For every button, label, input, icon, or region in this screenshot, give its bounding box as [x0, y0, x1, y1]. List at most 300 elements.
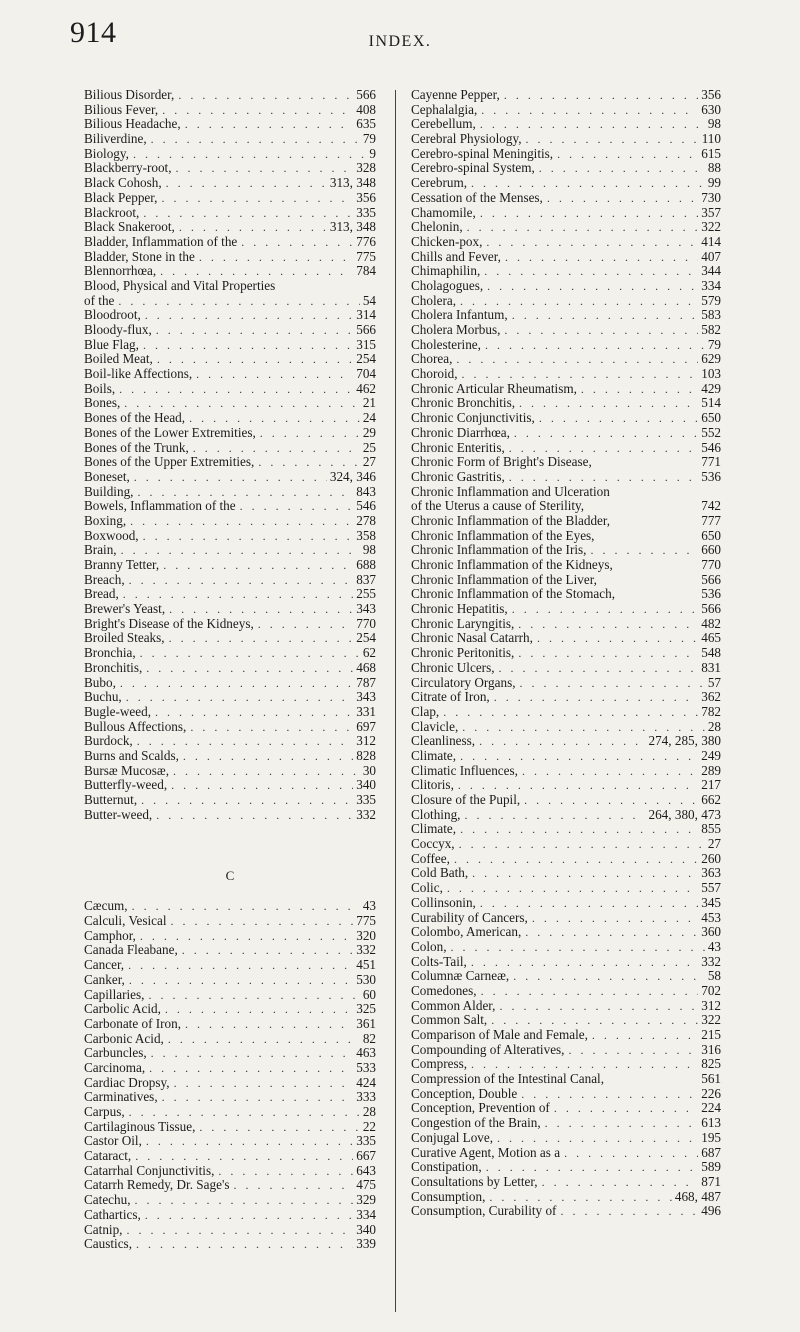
index-pages: 27 [707, 837, 721, 852]
dot-leader [172, 161, 354, 176]
index-term: Castor Oil, [84, 1134, 142, 1149]
index-term: Bowels, Inflammation of the [84, 499, 236, 514]
index-term: Capillaries, [84, 987, 145, 1002]
index-entry [84, 1237, 376, 1252]
index-pages: 79 [707, 337, 721, 352]
index-pages: 340 [356, 1222, 376, 1237]
dot-leader [157, 191, 353, 206]
index-entry [84, 602, 376, 617]
index-term: Common Alder, [411, 998, 496, 1013]
index-entry [84, 1002, 376, 1017]
dot-leader [490, 690, 698, 705]
index-entry [84, 264, 376, 279]
index-term: Bugle-weed, [84, 704, 152, 719]
index-term: Carbuncles, [84, 1046, 147, 1061]
index-entry [84, 587, 376, 602]
index-term: Cerebro-spinal Meningitis, [411, 146, 554, 161]
index-entry [411, 969, 721, 984]
index-term: Consultations by Letter, [411, 1174, 538, 1189]
index-entry [411, 279, 721, 294]
index-entry [411, 426, 721, 441]
index-entry [411, 411, 721, 426]
dot-leader [476, 206, 698, 221]
index-term: Chronic Conjunctivitis, [411, 411, 535, 426]
index-term: Cholera Morbus, [411, 323, 501, 337]
index-entry [84, 323, 376, 338]
index-pages: 552 [701, 425, 721, 440]
index-pages: 548 [701, 646, 721, 661]
index-pages: 345 [701, 895, 721, 910]
index-entry [84, 132, 376, 147]
index-pages: 312 [701, 998, 721, 1013]
dot-leader [161, 1002, 353, 1017]
index-entry [84, 117, 376, 132]
index-entry [411, 925, 721, 940]
index-pages: 62 [362, 646, 376, 661]
index-entry [84, 1149, 376, 1164]
index-pages: 332 [356, 807, 376, 822]
index-term: Chronic Diarrhœa, [411, 425, 510, 440]
index-term: Catechu, [84, 1193, 131, 1208]
index-pages: 217 [701, 778, 721, 793]
dot-leader [141, 1208, 353, 1223]
dot-leader [516, 676, 705, 691]
index-entry [411, 984, 721, 999]
index-pages: 329 [356, 1193, 376, 1208]
index-list-b [84, 88, 376, 822]
index-term: Bloodroot, [84, 308, 141, 323]
index-term: Burns and Scalds, [84, 748, 179, 763]
index-entry [411, 1190, 721, 1205]
index-term: Colombo, American, [411, 925, 522, 940]
index-term: Chronic Inflammation of the Bladder, [411, 513, 611, 528]
dot-leader [179, 749, 353, 764]
index-pages: 613 [701, 1116, 721, 1131]
index-pages: 356 [356, 190, 376, 205]
index-entry [411, 499, 721, 514]
index-term: Compress, [411, 1057, 468, 1072]
dot-leader [137, 793, 353, 808]
index-pages: 770 [701, 558, 721, 572]
index-term: Bones of the Head, [84, 411, 186, 426]
index-term: Citrate of Iron, [411, 690, 490, 705]
index-entry [411, 955, 721, 970]
index-term: Choroid, [411, 367, 458, 382]
index-pages: 43 [707, 939, 721, 954]
dot-leader [550, 1101, 698, 1116]
index-term: Bronchia, [84, 646, 136, 661]
index-pages: 28 [707, 719, 721, 734]
index-entry [84, 958, 376, 973]
dot-leader [501, 250, 698, 265]
index-entry [84, 558, 376, 573]
dot-leader [167, 914, 354, 929]
index-term: Chronic Inflammation of the Eyes, [411, 528, 595, 543]
index-pages: 566 [356, 323, 376, 337]
index-term: Blackberry-root, [84, 161, 172, 176]
index-pages: 313, 348 [329, 220, 376, 235]
dot-leader [450, 852, 698, 867]
index-pages: 335 [356, 793, 376, 807]
dot-leader [460, 808, 645, 823]
index-entry [411, 1160, 721, 1175]
index-pages: 22 [362, 1119, 376, 1134]
index-term: Bubo, [84, 675, 116, 690]
index-term: Blood, Physical and Vital Properties [84, 278, 276, 293]
dot-leader [487, 1013, 698, 1028]
index-entry [84, 382, 376, 397]
index-term: Boneset, [84, 469, 130, 484]
index-pages: 482 [701, 616, 721, 631]
index-term: Bilious Fever, [84, 102, 159, 117]
index-entry [411, 1131, 721, 1146]
index-entry [411, 793, 721, 808]
dot-leader [480, 264, 698, 279]
index-entry [84, 235, 376, 250]
index-entry [411, 866, 721, 881]
dot-leader [126, 514, 353, 529]
index-entry [84, 485, 376, 500]
dot-leader [186, 720, 353, 735]
index-entry [84, 929, 376, 944]
index-entry [411, 558, 721, 573]
index-pages: 335 [356, 205, 376, 220]
index-term: Cerebro-spinal System, [411, 161, 535, 176]
dot-leader [520, 793, 698, 808]
index-term: Cerebral Physiology, [411, 132, 522, 147]
index-term: Cholesterine, [411, 337, 481, 352]
index-term: Boxwood, [84, 528, 139, 543]
index-entry [84, 943, 376, 958]
dot-leader [132, 1237, 353, 1252]
index-entry [84, 690, 376, 705]
column-divider [395, 90, 396, 1312]
index-entry [84, 1017, 376, 1032]
dot-leader [144, 988, 359, 1003]
index-term: Blackroot, [84, 205, 140, 220]
index-term: Clap, [411, 704, 440, 719]
index-pages: 407 [701, 249, 721, 264]
index-entry [84, 646, 376, 661]
index-term: Chronic Inflammation of the Kidneys, [411, 558, 613, 572]
dot-leader [482, 1160, 699, 1175]
index-term: Catnip, [84, 1222, 123, 1237]
dot-leader [236, 499, 354, 514]
index-term: Cancer, [84, 958, 125, 973]
index-entry [84, 973, 376, 988]
dot-leader [577, 382, 698, 397]
index-entry [84, 279, 376, 294]
dot-leader [119, 587, 353, 602]
index-entry [411, 396, 721, 411]
index-entry [411, 602, 721, 617]
index-term: Congestion of the Brain, [411, 1116, 541, 1131]
dot-leader [500, 88, 698, 103]
index-term: Canker, [84, 972, 125, 987]
index-entry [411, 220, 721, 235]
index-entry [411, 338, 721, 353]
dot-leader [195, 1120, 359, 1135]
index-entry [411, 1175, 721, 1190]
index-term: Bones of the Trunk, [84, 440, 189, 455]
index-pages: 322 [701, 1013, 721, 1028]
dot-leader [456, 822, 698, 837]
index-pages: 195 [701, 1130, 721, 1145]
index-term: Cardiac Dropsy, [84, 1075, 170, 1090]
index-entry [84, 411, 376, 426]
index-entry [411, 646, 721, 661]
index-entry [84, 1193, 376, 1208]
index-entry [411, 294, 721, 309]
index-pages: 343 [356, 602, 376, 617]
index-pages: 660 [701, 543, 721, 558]
index-entry [411, 323, 721, 338]
index-term: Bones of the Lower Extremities, [84, 425, 256, 440]
dot-leader [541, 1116, 699, 1131]
index-entry [411, 470, 721, 485]
index-entry [411, 176, 721, 191]
index-pages: 742 [701, 499, 721, 514]
index-term: Catarrhal Conjunctivitis, [84, 1163, 215, 1178]
index-entry [411, 705, 721, 720]
index-term: Chorea, [411, 352, 453, 367]
index-pages: 334 [356, 1207, 376, 1222]
index-list-right [411, 88, 721, 1219]
dot-leader [167, 778, 353, 793]
dot-leader [564, 1043, 698, 1058]
index-pages: 771 [701, 455, 721, 470]
index-term: Brain, [84, 543, 117, 558]
index-term: Butterfly-weed, [84, 778, 168, 793]
index-entry [84, 426, 376, 441]
index-entry [411, 720, 721, 735]
index-term: Conjugal Love, [411, 1130, 494, 1145]
index-pages: 579 [701, 293, 721, 308]
dot-leader [122, 690, 353, 705]
index-term: Carbonate of Iron, [84, 1016, 182, 1031]
index-term: Caustics, [84, 1237, 132, 1252]
dot-leader [181, 117, 354, 132]
index-pages: 561 [701, 1072, 721, 1087]
index-pages: 566 [701, 602, 721, 617]
dot-leader [151, 705, 353, 720]
index-entry [411, 911, 721, 926]
index-pages: 408 [356, 102, 376, 117]
dot-leader [522, 132, 699, 147]
index-term: Chelonin, [411, 220, 463, 235]
index-entry [411, 161, 721, 176]
index-term: Bilious Disorder, [84, 88, 175, 102]
index-entry [411, 206, 721, 221]
index-entry [411, 1146, 721, 1161]
index-term: Camphor, [84, 928, 136, 943]
dot-leader [467, 955, 698, 970]
dot-leader [129, 147, 366, 162]
dot-leader [535, 411, 698, 426]
index-pages: 536 [701, 469, 721, 484]
dot-leader [117, 543, 360, 558]
index-term: Chronic Nasal Catarrh, [411, 631, 533, 646]
index-term: Cephalalgia, [411, 102, 478, 117]
dot-leader [131, 1193, 354, 1208]
index-entry [84, 352, 376, 367]
index-pages: 704 [356, 367, 376, 382]
dot-leader [115, 382, 353, 397]
dot-leader [125, 573, 354, 588]
dot-leader [254, 617, 353, 632]
index-entry [84, 573, 376, 588]
dot-leader [124, 958, 353, 973]
dot-leader [483, 279, 698, 294]
dot-leader [533, 631, 698, 646]
dot-leader [158, 103, 353, 118]
dot-leader [120, 396, 360, 411]
index-term: Boiled Meat, [84, 352, 153, 367]
index-pages: 687 [701, 1145, 721, 1160]
dot-leader [505, 470, 698, 485]
index-term: Bread, [84, 587, 119, 602]
index-pages: 843 [356, 484, 376, 499]
index-pages: 254 [356, 631, 376, 646]
index-term: Chronic Inflammation and Ulceration [411, 484, 610, 499]
index-term: Comedones, [411, 983, 477, 998]
index-pages: 274, 285, 380 [648, 734, 721, 749]
index-term: Calculi, Vesical [84, 914, 167, 929]
index-entry [411, 764, 721, 779]
index-entry [411, 822, 721, 837]
index-pages: 255 [356, 587, 376, 602]
dot-leader [560, 1146, 698, 1161]
index-pages: 361 [356, 1016, 376, 1031]
index-pages: 465 [701, 631, 721, 646]
index-entry [411, 88, 721, 103]
index-entry [84, 1164, 376, 1179]
index-entry [84, 529, 376, 544]
dot-leader [170, 1076, 354, 1091]
dot-leader [125, 1105, 360, 1120]
index-term: Bloody-flux, [84, 323, 152, 337]
index-term: Clavicle, [411, 719, 459, 734]
index-pages: 583 [701, 308, 721, 323]
dot-leader [508, 602, 699, 617]
index-term: Bursæ Mucosæ, [84, 763, 169, 778]
dot-leader [122, 1223, 353, 1238]
index-pages: 324, 346 [329, 469, 376, 484]
index-pages: 226 [701, 1086, 721, 1101]
index-term: Curative Agent, Motion as a [411, 1145, 561, 1160]
index-pages: 340 [356, 778, 376, 793]
index-term: Coffee, [411, 851, 450, 866]
index-entry [84, 734, 376, 749]
index-term: Chamomile, [411, 205, 476, 220]
dot-leader [543, 191, 698, 206]
index-pages: 320 [356, 928, 376, 943]
dot-leader [192, 367, 353, 382]
index-entry [84, 676, 376, 691]
index-term: Conception, Prevention of [411, 1101, 550, 1116]
index-term: Canada Fleabane, [84, 943, 178, 958]
dot-leader [185, 411, 360, 426]
dot-leader [131, 1149, 353, 1164]
index-entry [84, 1046, 376, 1061]
index-entry [411, 264, 721, 279]
index-pages: 249 [701, 748, 721, 763]
index-pages: 777 [701, 513, 721, 528]
dot-leader [128, 899, 360, 914]
dot-leader [165, 631, 354, 646]
index-pages: 322 [701, 220, 721, 235]
index-entry [411, 1028, 721, 1043]
index-pages: 776 [356, 234, 376, 249]
dot-leader [493, 1131, 698, 1146]
index-entry [411, 808, 721, 823]
dot-leader [114, 294, 359, 309]
dot-leader [174, 88, 353, 103]
index-pages: 314 [356, 308, 376, 323]
index-term: Chimaphilin, [411, 264, 481, 279]
index-term: Chronic Enteritis, [411, 440, 505, 455]
index-pages: 514 [701, 396, 721, 411]
dot-leader [152, 323, 353, 338]
index-pages: 224 [701, 1101, 721, 1116]
index-entry [84, 1134, 376, 1149]
index-pages: 451 [356, 958, 376, 973]
index-pages: 332 [356, 943, 376, 958]
index-entry [84, 1223, 376, 1238]
index-entry [411, 1101, 721, 1116]
index-term: Butternut, [84, 793, 138, 807]
index-entry [411, 661, 721, 676]
index-entry [84, 914, 376, 929]
index-pages: 356 [701, 88, 721, 102]
dot-leader [153, 352, 353, 367]
dot-leader [505, 441, 698, 456]
index-entry [411, 676, 721, 691]
index-term: Bright's Disease of the Kidneys, [84, 616, 254, 631]
index-pages: 344 [701, 264, 721, 279]
dot-leader [125, 973, 353, 988]
index-entry [411, 1204, 721, 1219]
index-pages: 98 [362, 543, 376, 558]
index-entry [84, 778, 376, 793]
index-term: Circulatory Organs, [411, 675, 516, 690]
index-term: Carcinoma, [84, 1060, 146, 1075]
index-pages: 629 [701, 352, 721, 367]
index-term: Chronic Inflammation of the Iris, [411, 543, 587, 558]
index-term: Bilious Headache, [84, 117, 181, 132]
index-pages: 264, 380, 473 [648, 807, 721, 822]
index-pages: 357 [701, 205, 721, 220]
index-entry [84, 749, 376, 764]
index-pages: 60 [362, 987, 376, 1002]
index-pages: 530 [356, 972, 376, 987]
dot-leader [588, 1028, 698, 1043]
index-pages: 536 [701, 587, 721, 602]
index-pages: 82 [362, 1031, 376, 1046]
index-pages: 825 [701, 1057, 721, 1072]
index-term: Bones of the Upper Extremities, [84, 455, 255, 470]
index-term: Carminatives, [84, 1090, 158, 1105]
index-pages: 98 [707, 117, 721, 132]
index-pages: 331 [356, 704, 376, 719]
index-term: Chronic Form of Bright's Disease, [411, 455, 592, 470]
index-term: Black Cohosh, [84, 176, 162, 191]
index-entry [411, 999, 721, 1014]
index-pages: 325 [356, 1002, 376, 1017]
index-term: Chronic Peritonitis, [411, 646, 515, 661]
index-entry [84, 1032, 376, 1047]
dot-leader [454, 778, 698, 793]
